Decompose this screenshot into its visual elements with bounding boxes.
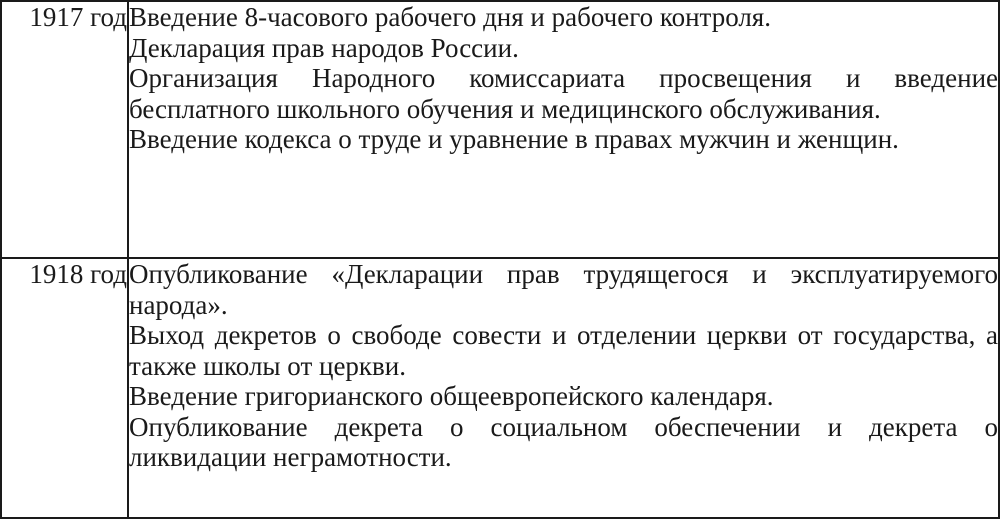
event-item: Введение кодекса о труде и уравнение в правах мужчин и женщин. [129,124,899,154]
event-item: Декларация прав народов России. [129,32,519,63]
table-row-1917 [1,1,999,258]
event-item: Выход декретов о свободе совести и отделении церкви от государства, а также школы от церкви. [129,320,998,381]
event-item: Введение григорианского общеевропейского календаря. [129,381,774,411]
event-item: Организация Народного комиссариата просвещения и введение бесплатного школьного обучения и медицинского обслуживания. [129,63,998,124]
event-item: Опубликование декрета о социальном обеспечении и декрета о ликвидации неграмотности. [129,411,998,472]
event-item: Введение 8-часового рабочего дня и рабочего контроля. [129,2,771,32]
table-row-1918 [1,258,999,518]
events-cell [128,1,999,258]
year-cell: 1917 год [1,1,128,258]
event-item: Опубликование «Декларации прав трудящегося и эксплуатируемого народа». [129,259,998,320]
year-cell: 1918 год [1,258,128,518]
events-cell [128,258,999,518]
